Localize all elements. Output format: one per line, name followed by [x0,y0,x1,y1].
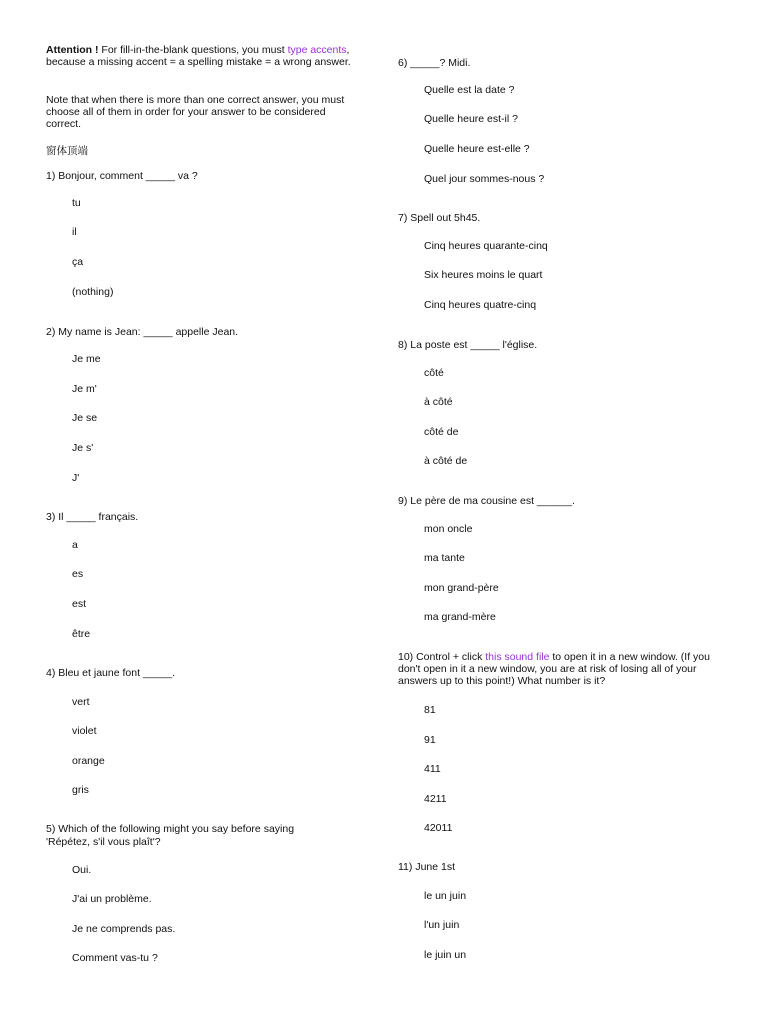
question-7-option[interactable]: Cinq heures quarante-cinq [424,240,548,252]
question-11-prompt: 11) June 1st [398,861,456,873]
question-5-option[interactable]: Comment vas-tu ? [72,952,158,964]
question-5-option[interactable]: J'ai un problème. [72,893,152,905]
question-8-option[interactable]: côté [424,367,444,379]
question-4-option[interactable]: orange [72,755,105,767]
question-10-option[interactable]: 4211 [424,793,447,805]
question-6-option[interactable]: Quelle heure est-elle ? [424,143,530,155]
question-7-prompt: 7) Spell out 5h45. [398,212,481,224]
question-10-option[interactable]: 411 [424,763,441,775]
question-1-prompt: 1) Bonjour, comment _____ va ? [46,170,198,182]
question-8-option[interactable]: à côté [424,396,453,408]
question-9-option[interactable]: ma grand-mère [424,611,496,623]
attention-text-end: , because a missing accent = a spelling mistake = a wrong answer. [46,44,351,68]
window-top-label: 窗体顶端 [46,145,88,157]
question-4-option[interactable]: vert [72,696,90,708]
question-8-option[interactable]: à côté de [424,455,468,467]
question-8-prompt: 8) La poste est _____ l'église. [398,339,538,351]
sound-file-link[interactable]: this sound file [485,651,550,663]
question-4-prompt: 4) Bleu et jaune font _____. [46,667,176,679]
question-11-option[interactable]: le un juin [424,890,467,902]
attention-text: For fill-in-the-blank questions, you must [98,44,288,56]
question-11-option[interactable]: le juin un [424,949,467,961]
question-9-option[interactable]: mon grand-père [424,582,499,594]
question-6-option[interactable]: Quelle heure est-il ? [424,113,518,125]
question-5-prompt: 5) Which of the following might you say before saying [46,823,295,835]
question-7-option[interactable]: Cinq heures quatre-cinq [424,299,537,311]
question-9-prompt: 9) Le père de ma cousine est ______. [398,495,575,507]
question-10-prompt-end: to open it in a new window. (If you don't open in it a new window, you are at risk of losing all of your answers up to this point!) What number is it? [398,651,710,687]
question-10-option[interactable]: 91 [424,734,436,746]
question-6-option[interactable]: Quel jour sommes-nous ? [424,173,545,185]
question-1-option[interactable]: ça [72,256,84,268]
question-10-prompt [398,651,728,687]
question-9-option[interactable]: ma tante [424,552,465,564]
question-10-option[interactable]: 42011 [424,822,453,834]
question-2-option[interactable]: Je m' [72,383,97,395]
note-text: Note that when there is more than one correct answer, you must choose all of them in order for your answer to be considered correct. [46,94,345,130]
question-11-option[interactable]: l'un juin [424,919,460,931]
question-6-prompt: 6) _____? Midi. [398,57,471,69]
question-2-option[interactable]: Je me [72,353,101,365]
question-10-prompt-start: 10) Control + click [398,651,486,663]
question-3-option[interactable]: es [72,568,84,580]
question-5-option[interactable]: Oui. [72,864,92,876]
type-accents-link[interactable]: type accents [287,44,347,56]
attention-notice [46,44,356,68]
question-1-option[interactable]: tu [72,197,81,209]
question-8-option[interactable]: côté de [424,426,459,438]
question-5-option[interactable]: Je ne comprends pas. [72,923,176,935]
question-3-option[interactable]: est [72,598,87,610]
attention-label: Attention ! [46,44,99,56]
question-4-option[interactable]: violet [72,725,97,737]
question-9-option[interactable]: mon oncle [424,523,473,535]
question-10-option[interactable]: 81 [424,704,436,716]
question-2-option[interactable]: J' [72,472,80,484]
question-2-prompt: 2) My name is Jean: _____ appelle Jean. [46,326,239,338]
question-2-option[interactable]: Je s' [72,442,94,454]
question-5-prompt-line-2: 'Répétez, s'il vous plaît'? [46,836,161,848]
question-7-option[interactable]: Six heures moins le quart [424,269,543,281]
question-3-option[interactable]: être [72,628,91,640]
question-6-option[interactable]: Quelle est la date ? [424,84,515,96]
question-1-option[interactable]: (nothing) [72,286,114,298]
question-2-option[interactable]: Je se [72,412,98,424]
question-1-option[interactable]: il [72,226,77,238]
question-3-prompt: 3) Il _____ français. [46,511,139,523]
question-3-option[interactable]: a [72,539,78,551]
question-4-option[interactable]: gris [72,784,89,796]
